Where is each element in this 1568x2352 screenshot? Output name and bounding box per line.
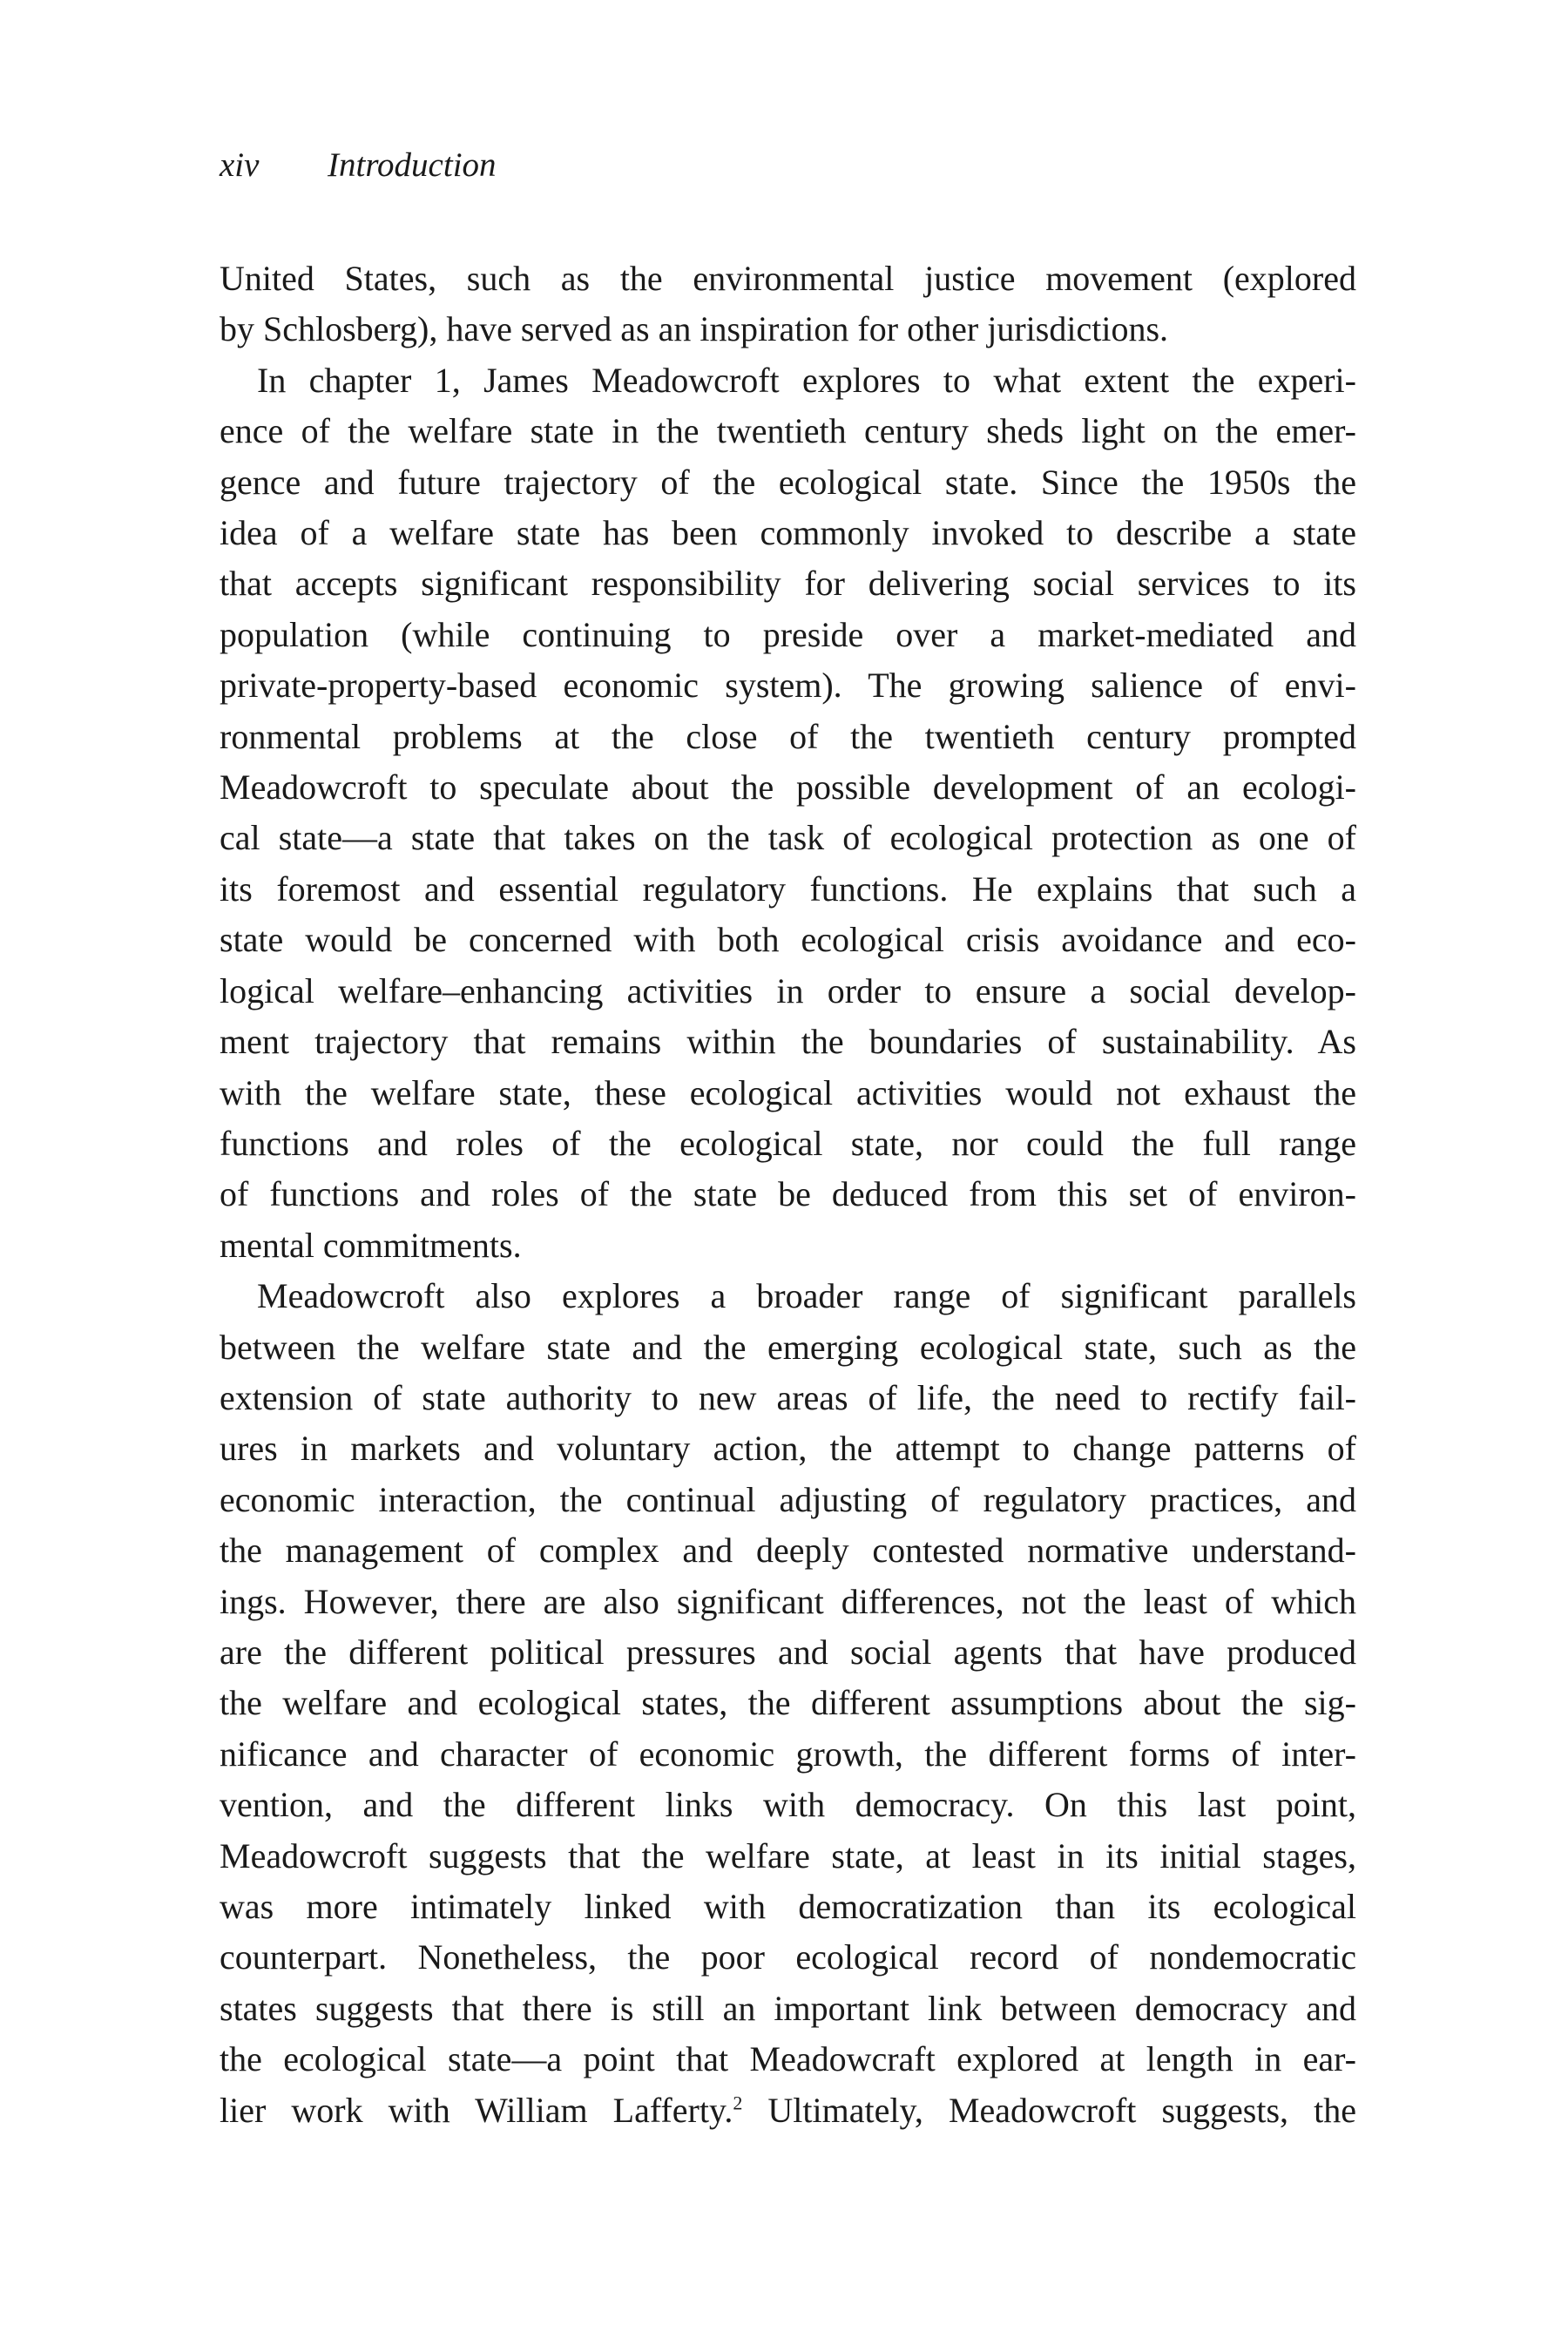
text-line: United States, such as the environmental justice movement (explored: [220, 259, 1356, 298]
text-line: ronmental problems at the close of the twentieth century prompted: [220, 716, 1356, 756]
text-line: ence of the welfare state in the twentieth century sheds light on the emer-: [220, 411, 1356, 451]
text-line: idea of a welfare state has been commonly invoked to describe a state: [220, 513, 1356, 553]
text-line: ment trajectory that remains within the boundaries of sustainability. As: [220, 1022, 1356, 1062]
text-line: state would be concerned with both ecological crisis avoidance and eco-: [220, 920, 1356, 960]
text-line: logical welfare–enhancing activities in order to ensure a social develop-: [220, 970, 1356, 1010]
paragraph-3: [220, 1271, 1356, 2136]
paragraph-2: [220, 355, 1356, 1271]
text-line: between the welfare state and the emerging ecological state, such as the: [220, 1327, 1356, 1367]
body-text: [220, 253, 1356, 2136]
text-line: by Schlosberg), have served as an inspiration for other jurisdictions.: [220, 309, 1169, 349]
running-head-title: Introduction: [328, 146, 497, 184]
text-line: its foremost and essential regulatory functions. He explains that such a: [220, 868, 1356, 909]
paragraph-1: [220, 253, 1356, 355]
text-line: mental commitments.: [220, 1225, 522, 1265]
page-number: xiv: [220, 146, 260, 184]
text-fragment: lier work with William Lafferty.: [220, 2090, 733, 2130]
text-line: ings. However, there are also significant differences, not the least of which: [220, 1581, 1356, 1621]
running-head: [220, 145, 497, 186]
text-line: Meadowcroft to speculate about the possible development of an ecologi-: [220, 767, 1356, 808]
footnote-reference[interactable]: 2: [733, 2092, 743, 2114]
text-line: population (while continuing to preside over a market-mediated and: [220, 614, 1356, 654]
text-line: Meadowcroft also explores a broader range of significant parallels: [257, 1276, 1356, 1316]
text-line: vention, and the different links with democracy. On this last point,: [220, 1785, 1356, 1825]
text-line: gence and future trajectory of the ecological state. Since the 1950s the: [220, 462, 1356, 502]
text-line: extension of state authority to new areas of life, the need to rectify fail-: [220, 1377, 1356, 1417]
text-line: the ecological state—a point that Meadowcraft explored at length in ear-: [220, 2039, 1356, 2079]
text-line: economic interaction, the continual adjusting of regulatory practices, and: [220, 1479, 1356, 1519]
text-line: cal state—a state that takes on the task of ecological protection as one of: [220, 818, 1356, 858]
text-line: are the different political pressures and social agents that have produced: [220, 1632, 1356, 1672]
text-line: counterpart. Nonetheless, the poor ecological record of nondemocratic: [220, 1937, 1356, 1977]
text-line: Meadowcroft suggests that the welfare state, at least in its initial stages,: [220, 1835, 1356, 1876]
text-line-with-note: [220, 2085, 1356, 2136]
text-line: with the welfare state, these ecological activities would not exhaust the: [220, 1072, 1356, 1112]
text-line: was more intimately linked with democratization than its ecological: [220, 1887, 1356, 1926]
text-line: of functions and roles of the state be deduced from this set of environ-: [220, 1174, 1356, 1214]
text-line: states suggests that there is still an important link between democracy and: [220, 1988, 1356, 2028]
text-line: the management of complex and deeply contested normative understand-: [220, 1531, 1356, 1571]
text-line: In chapter 1, James Meadowcroft explores to what extent the experi-: [257, 360, 1356, 400]
text-line: nificance and character of economic growth, the different forms of inter-: [220, 1734, 1356, 1774]
text-fragment: Ultimately, Meadowcroft suggests, the: [742, 2090, 1356, 2130]
text-line: functions and roles of the ecological state, nor could the full range: [220, 1123, 1356, 1163]
text-line: the welfare and ecological states, the different assumptions about the sig-: [220, 1683, 1356, 1723]
text-line: that accepts significant responsibility for delivering social services to its: [220, 564, 1356, 604]
text-line: private-property-based economic system). The growing salience of envi-: [220, 666, 1356, 706]
text-line: ures in markets and voluntary action, the attempt to change patterns of: [220, 1429, 1356, 1469]
